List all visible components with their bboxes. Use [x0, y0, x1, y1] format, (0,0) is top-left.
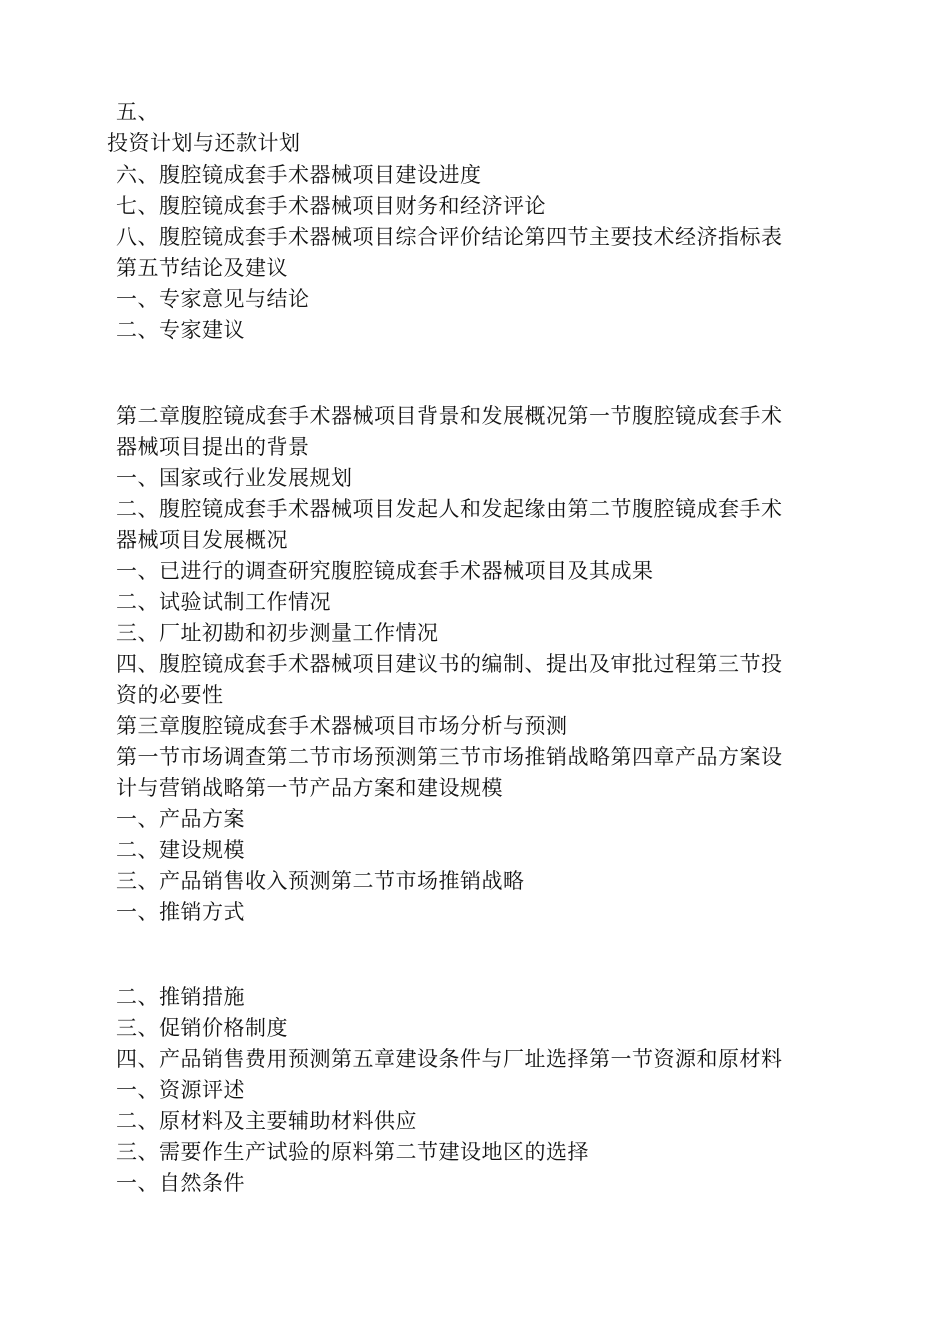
text-line: 一、自然条件: [116, 1171, 245, 1195]
text-line: 第二章腹腔镜成套手术器械项目背景和发展概况第一节腹腔镜成套手术: [116, 404, 783, 428]
text-line: 二、试验试制工作情况: [116, 590, 331, 614]
text-line: 一、资源评述: [116, 1078, 245, 1102]
text-line: 投资计划与还款计划: [107, 131, 301, 155]
text-line: 二、建设规模: [116, 838, 245, 862]
text-line: 二、原材料及主要辅助材料供应: [116, 1109, 417, 1133]
text-line: 计与营销战略第一节产品方案和建设规模: [116, 776, 503, 800]
text-line: 一、已进行的调查研究腹腔镜成套手术器械项目及其成果: [116, 559, 654, 583]
text-line: 六、腹腔镜成套手术器械项目建设进度: [116, 163, 482, 187]
text-line: 三、促销价格制度: [116, 1016, 288, 1040]
text-line: 一、专家意见与结论: [116, 287, 310, 311]
text-line: 三、产品销售收入预测第二节市场推销战略: [116, 869, 525, 893]
text-line: 二、专家建议: [116, 318, 245, 342]
text-line: 第一节市场调查第二节市场预测第三节市场推销战略第四章产品方案设: [116, 745, 783, 769]
text-line: 五、: [116, 100, 159, 124]
text-line: 七、腹腔镜成套手术器械项目财务和经济评论: [116, 194, 546, 218]
text-line: 一、国家或行业发展规划: [116, 466, 353, 490]
text-line: 三、需要作生产试验的原料第二节建设地区的选择: [116, 1140, 589, 1164]
text-line: 四、产品销售费用预测第五章建设条件与厂址选择第一节资源和原材料: [116, 1047, 783, 1071]
text-line: 器械项目提出的背景: [116, 435, 310, 459]
text-line: 器械项目发展概况: [116, 528, 288, 552]
text-line: 二、腹腔镜成套手术器械项目发起人和发起缘由第二节腹腔镜成套手术: [116, 497, 783, 521]
text-line: 第三章腹腔镜成套手术器械项目市场分析与预测: [116, 714, 568, 738]
text-line: 第五节结论及建议: [116, 256, 288, 280]
text-line: 一、产品方案: [116, 807, 245, 831]
text-line: 资的必要性: [116, 683, 224, 707]
text-line: 四、腹腔镜成套手术器械项目建议书的编制、提出及审批过程第三节投: [116, 652, 783, 676]
text-line: 八、腹腔镜成套手术器械项目综合评价结论第四节主要技术经济指标表: [116, 225, 783, 249]
text-line: 一、推销方式: [116, 900, 245, 924]
text-line: 二、推销措施: [116, 985, 245, 1009]
text-line: 三、厂址初勘和初步测量工作情况: [116, 621, 439, 645]
